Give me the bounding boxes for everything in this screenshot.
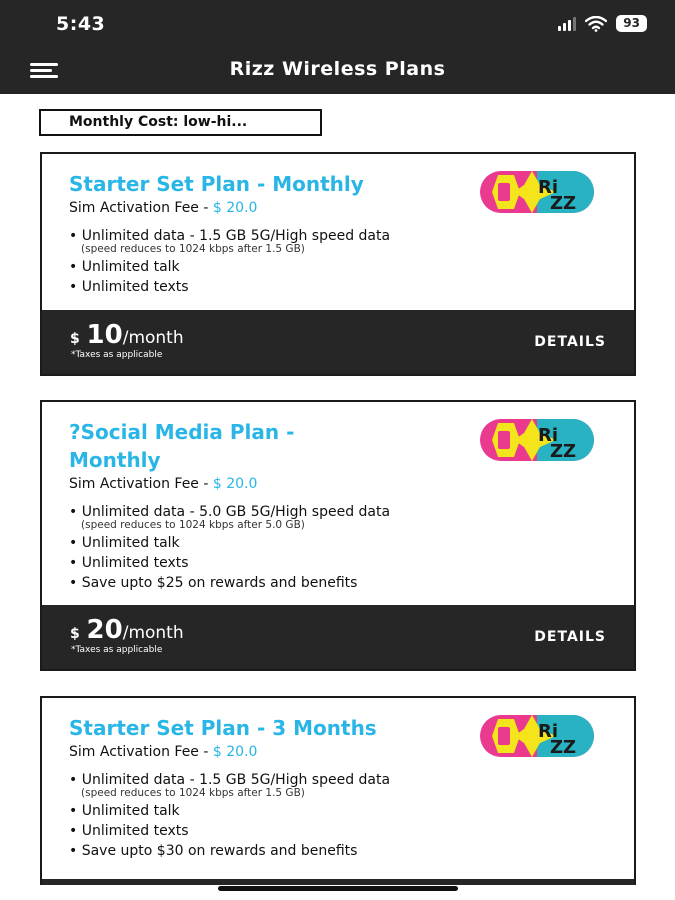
feature-list (69, 226, 634, 297)
fee-label: Sim Activation Fee - (69, 476, 213, 492)
feature-item: • Unlimited data - 1.5 GB 5G/High speed data (69, 226, 634, 246)
fee-amount: $ 20.0 (212, 744, 258, 760)
feature-item: • Unlimited data - 1.5 GB 5G/High speed data (69, 770, 634, 790)
feature-note: (speed reduces to 1024 kbps after 1.5 GB) (81, 243, 305, 255)
status-time: 5:43 (56, 13, 106, 35)
fee-amount: $ 20.0 (212, 476, 258, 492)
battery-icon: 93 (616, 15, 647, 32)
svg-text:ZZ: ZZ (550, 441, 577, 461)
price-bar (42, 605, 634, 669)
plan-card[interactable] (40, 152, 636, 376)
rizz-wireless-logo (480, 419, 594, 461)
plan-price (70, 320, 184, 350)
feature-note: (speed reduces to 1024 kbps after 5.0 GB) (81, 519, 305, 531)
svg-text:ZZ: ZZ (550, 193, 577, 213)
feature-item: • Unlimited texts (69, 553, 634, 573)
svg-text:Ri: Ri (538, 425, 559, 446)
rizz-wireless-logo (480, 171, 594, 213)
rizz-wireless-logo (480, 715, 594, 757)
svg-text:Ri: Ri (538, 177, 559, 198)
taxes-note: *Taxes as applicable (71, 645, 163, 655)
feature-item: • Unlimited data - 5.0 GB 5G/High speed data (69, 502, 634, 522)
price-bar (42, 310, 634, 374)
plan-name: ?Social Media Plan - Monthly (69, 420, 295, 472)
price-amount: 20 (86, 615, 123, 645)
app-header (0, 0, 675, 94)
taxes-note: *Taxes as applicable (71, 350, 163, 360)
page-title: Rizz Wireless Plans (229, 58, 446, 80)
details-button[interactable]: DETAILS (534, 334, 606, 350)
home-indicator[interactable] (218, 886, 458, 891)
sim-activation-fee (69, 476, 634, 492)
plan-name: Starter Set Plan - 3 Months (69, 716, 377, 740)
fee-label: Sim Activation Fee - (69, 200, 213, 216)
feature-note: (speed reduces to 1024 kbps after 1.5 GB) (81, 787, 305, 799)
price-period: /month (122, 623, 184, 643)
feature-item: • Save upto $30 on rewards and benefits (69, 841, 634, 861)
fee-amount: $ 20.0 (212, 200, 258, 216)
plan-price (70, 615, 184, 645)
feature-list (69, 770, 634, 861)
svg-text:ZZ: ZZ (550, 737, 577, 757)
feature-list (69, 502, 634, 593)
cellular-signal-icon (558, 17, 576, 31)
currency-symbol: $ (70, 331, 80, 347)
feature-item: • Unlimited talk (69, 257, 634, 277)
svg-text:Ri: Ri (538, 721, 559, 742)
price-bar (42, 879, 634, 885)
price-amount: 10 (86, 320, 123, 350)
wifi-icon (585, 16, 607, 32)
feature-item: • Save upto $25 on rewards and benefits (69, 573, 634, 593)
status-icons (558, 15, 647, 32)
details-button[interactable]: DETAILS (534, 629, 606, 645)
plan-card[interactable] (40, 696, 636, 885)
feature-item: • Unlimited talk (69, 533, 634, 553)
feature-item: • Unlimited texts (69, 821, 634, 841)
sort-dropdown[interactable]: Monthly Cost: low-hi... (39, 109, 322, 136)
currency-symbol: $ (70, 626, 80, 642)
feature-item: • Unlimited talk (69, 801, 634, 821)
feature-item: • Unlimited texts (69, 277, 634, 297)
plan-name: Starter Set Plan - Monthly (69, 172, 364, 196)
fee-label: Sim Activation Fee - (69, 744, 213, 760)
plan-card[interactable] (40, 400, 636, 671)
price-period: /month (122, 328, 184, 348)
